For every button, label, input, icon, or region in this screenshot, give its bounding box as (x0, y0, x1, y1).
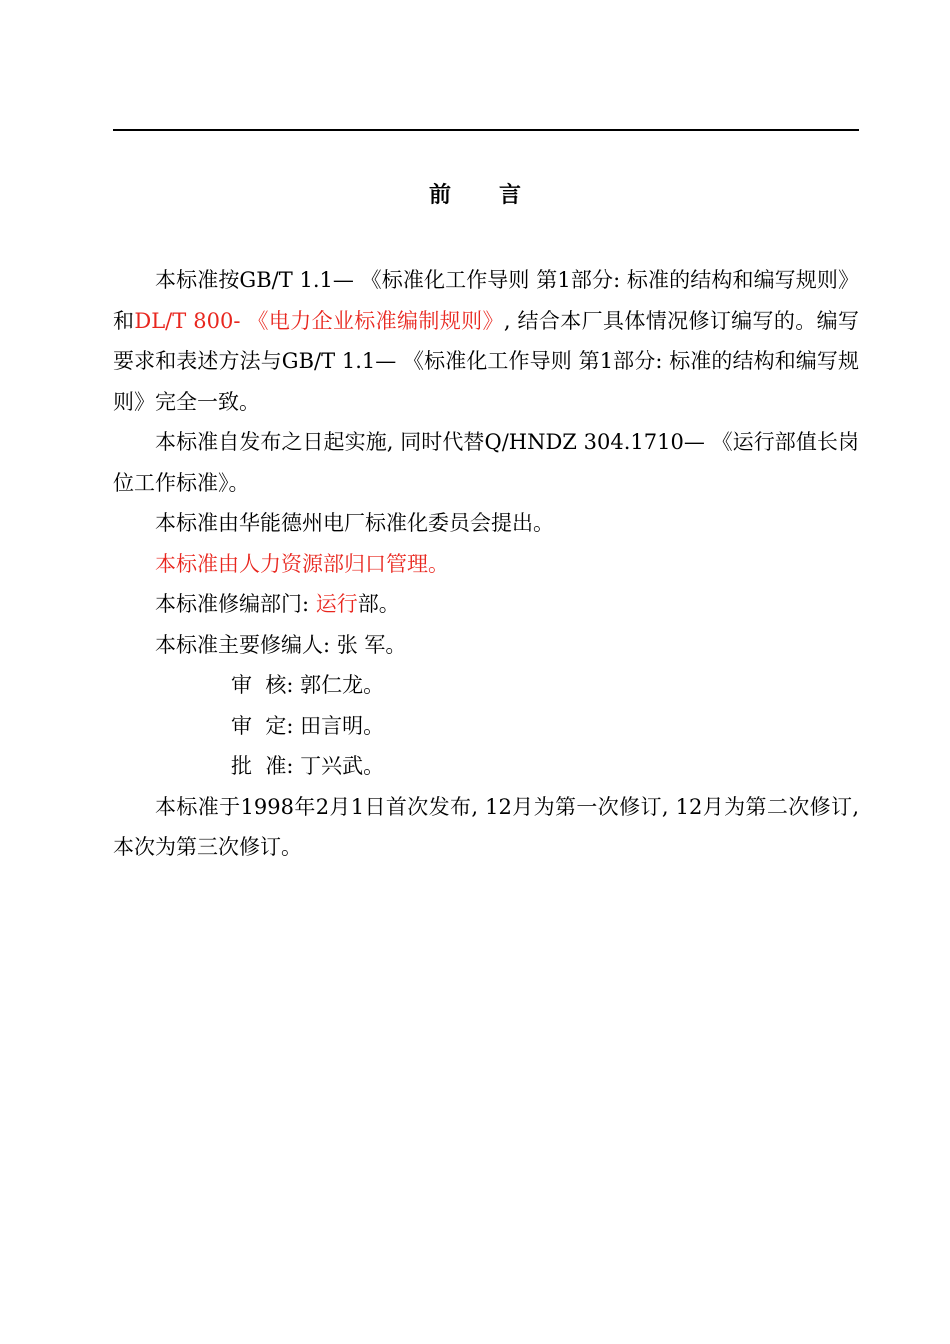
title-char-2: 言 (499, 182, 522, 208)
header-rule (113, 129, 859, 131)
paragraph-text: 本标准修编部门: (155, 592, 316, 616)
paragraph-revision-history: 本标准于1998年2月1日首次发布, 12月为第一次修订, 12月为第二次修订, 本次为第三次修订。 (113, 794, 859, 859)
highlighted-reference: DL/T 800- 《电力企业标准编制规则》 (134, 308, 504, 333)
foreword-body (113, 260, 859, 868)
line-reviewer: 审 核: 郭仁龙。 (231, 673, 385, 697)
highlighted-department: 运行 (315, 592, 358, 616)
paragraph-text: 本标准按GB/T 1.1— 《标准化工作导则 第1部分: 标准的结构和编写规则》和 (113, 268, 859, 333)
paragraph-department (113, 584, 859, 625)
line-approver: 审 定: 田言明。 (231, 713, 385, 738)
page-title (0, 178, 950, 209)
paragraph-effective-date: 本标准自发布之日起实施, 同时代替Q/HNDZ 304.1710— 《运行部值长岗位工作标准》。 (113, 430, 859, 495)
paragraph-text: , 结合本厂具体情况修订编写的。编写要求和表述方法与GB/T 1.1— 《标准化工作导则 第1部分: 标准的结构和编写规则》完全一致。 (113, 308, 859, 414)
line-ratifier: 批 准: 丁兴武。 (231, 754, 385, 778)
paragraph-management: 本标准由人力资源部归口管理。 (155, 551, 449, 576)
paragraph-text: 部。 (357, 592, 400, 616)
title-char-1: 前 (428, 182, 451, 208)
paragraph-proposer: 本标准由华能德州电厂标准化委员会提出。 (155, 511, 554, 535)
paragraph-standard-basis (113, 260, 859, 422)
paragraph-main-editor: 本标准主要修编人: 张 军。 (155, 632, 407, 657)
